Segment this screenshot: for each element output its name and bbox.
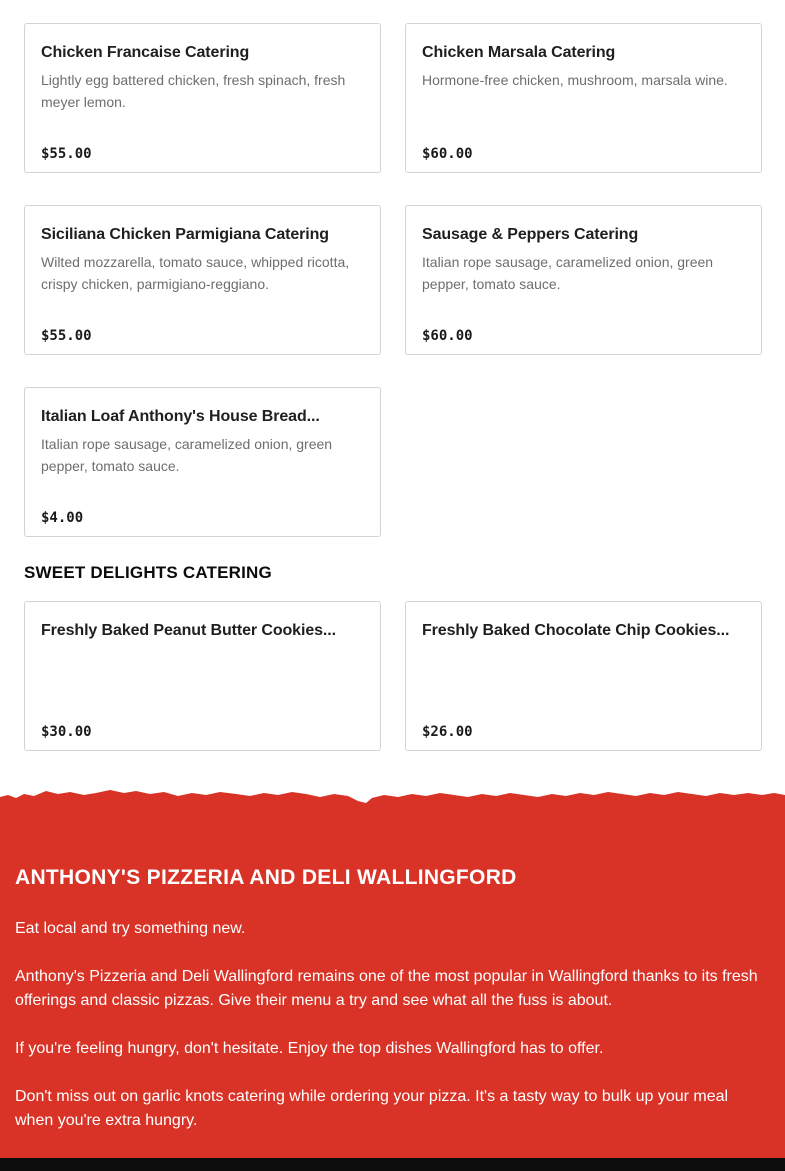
menu-item-price: $26.00 — [422, 724, 473, 740]
menu-item-price: $60.00 — [422, 328, 473, 344]
menu-item-card[interactable] — [24, 205, 381, 355]
menu-item-name: Sausage & Peppers Catering — [422, 226, 639, 243]
menu-item-name: Italian Loaf Anthony's House Bread... — [41, 408, 320, 425]
menu-item-price: $60.00 — [422, 146, 473, 162]
menu-item-name: Freshly Baked Peanut Butter Cookies... — [41, 622, 336, 639]
menu-item-description — [422, 647, 745, 691]
menu-item-card[interactable] — [24, 23, 381, 173]
menu-item-description: Italian rope sausage, caramelized onion, green pepper, tomato sauce. — [422, 254, 714, 292]
footer-paragraph: If you're feeling hungry, don't hesitate. Enjoy the top dishes Wallingford has to offer. — [15, 1040, 604, 1057]
menu-item-card[interactable] — [24, 387, 381, 537]
footer-paragraph: Eat local and try something new. — [15, 920, 246, 937]
menu-item-card[interactable] — [405, 23, 762, 173]
menu-item-card[interactable] — [405, 205, 762, 355]
restaurant-name-heading: ANTHONY'S PIZZERIA AND DELI WALLINGFORD — [15, 866, 517, 889]
restaurant-info-footer — [0, 785, 785, 1171]
menu-item-description — [41, 647, 364, 691]
menu-item-price: $4.00 — [41, 510, 84, 526]
menu-item-name: Chicken Francaise Catering — [41, 44, 250, 61]
menu-item-name: Chicken Marsala Catering — [422, 44, 616, 61]
menu-item-name: Siciliana Chicken Parmigiana Catering — [41, 226, 329, 243]
menu-item-description: Lightly egg battered chicken, fresh spinach, fresh meyer lemon. — [41, 72, 346, 110]
menu-item-description: Hormone-free chicken, mushroom, marsala wine. — [422, 72, 728, 88]
menu-item-price: $30.00 — [41, 724, 92, 740]
menu-item-card[interactable] — [405, 601, 762, 751]
menu-item-price: $55.00 — [41, 328, 92, 344]
section-title-sweet-delights: SWEET DELIGHTS CATERING — [24, 563, 272, 582]
menu-item-description: Wilted mozzarella, tomato sauce, whipped ricotta, crispy chicken, parmigiano-reggiano. — [41, 254, 350, 292]
footer-paragraph: Anthony's Pizzeria and Deli Wallingford remains one of the most popular in Wallingford thanks to its fresh offerings and classic pizzas. Give their menu a try and see what all the fuss is about. — [15, 968, 758, 1009]
menu-item-price: $55.00 — [41, 146, 92, 162]
menu-item-card[interactable] — [24, 601, 381, 751]
footer-paragraph: Don't miss out on garlic knots catering while ordering your pizza. It's a tasty way to bulk up your meal when you're extra hungry. — [15, 1088, 729, 1129]
menu-item-name: Freshly Baked Chocolate Chip Cookies... — [422, 622, 730, 639]
menu-item-description: Italian rope sausage, caramelized onion, green pepper, tomato sauce. — [41, 436, 333, 474]
bottom-bar — [0, 1158, 785, 1171]
